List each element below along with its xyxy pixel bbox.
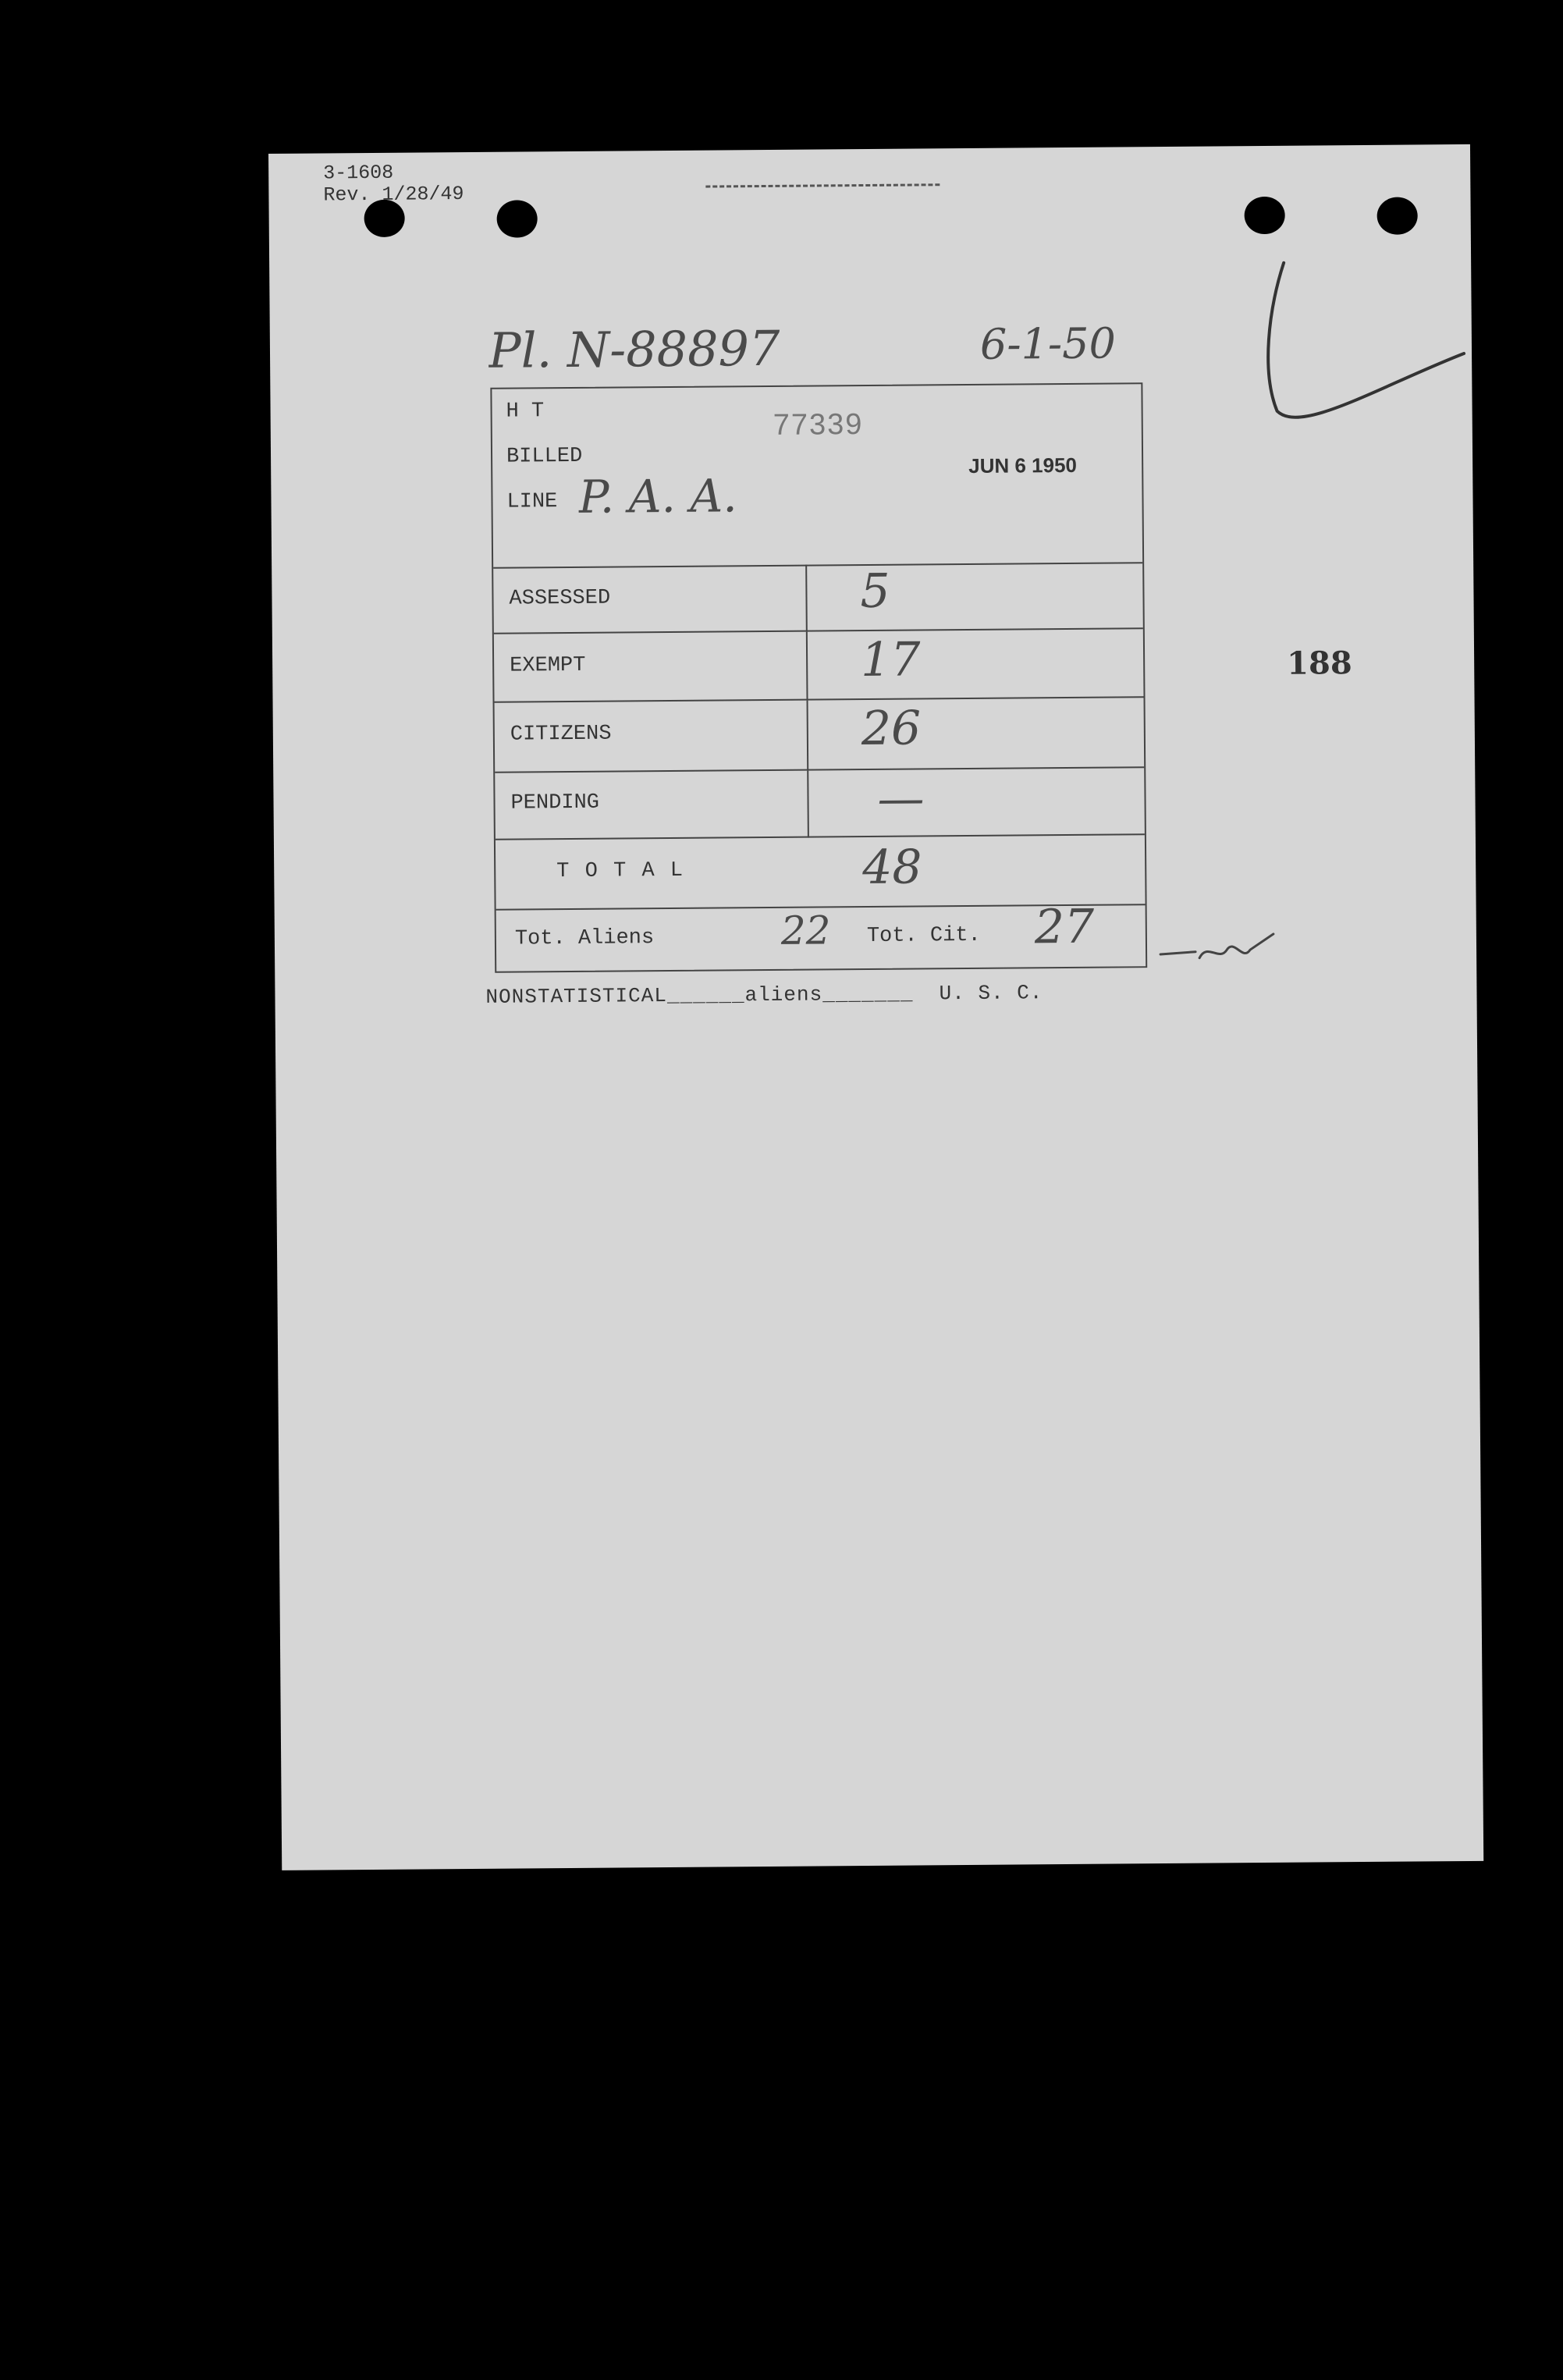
date-stamp: JUN 6 1950 <box>968 453 1078 478</box>
blank-field: ______ <box>666 983 745 1008</box>
row-totals <box>496 899 1146 972</box>
column-divider <box>807 701 809 771</box>
punch-hole <box>1377 197 1417 234</box>
total-label: T O T A L <box>556 858 685 884</box>
row-pending <box>495 768 1145 840</box>
handwritten-initials <box>1156 926 1281 974</box>
nonstatistical-line <box>485 981 1043 1009</box>
punch-hole <box>496 200 537 237</box>
nonstatistical-label: NONSTATISTICAL <box>485 984 668 1009</box>
column-divider <box>806 632 808 701</box>
handwritten-date: 6-1-50 <box>979 318 1117 369</box>
spacer <box>913 982 939 1005</box>
row-value: 26 <box>861 701 922 757</box>
row-exempt <box>494 629 1144 703</box>
row-assessed <box>493 562 1143 634</box>
row-value: — <box>877 771 925 826</box>
form-identifier <box>323 162 464 206</box>
column-divider <box>807 771 809 838</box>
column-divider <box>805 565 808 632</box>
serial-number: 77339 <box>773 408 864 442</box>
sheet-number: 188 <box>1286 645 1352 682</box>
dashed-mark <box>705 183 940 187</box>
manifest-summary-card <box>490 382 1147 973</box>
row-label: ASSESSED <box>509 586 611 611</box>
form-number: 3-1608 <box>323 161 394 185</box>
total-value: 48 <box>861 840 922 896</box>
row-label: PENDING <box>510 790 600 815</box>
total-aliens-value: 22 <box>780 908 831 954</box>
handwritten-reference: Pl. N-88897 <box>488 319 780 379</box>
total-citizens-value: 27 <box>1034 899 1095 955</box>
total-aliens-label: Tot. Aliens <box>514 926 655 951</box>
total-citizens-label: Tot. Cit. <box>866 923 981 949</box>
row-value: 5 <box>860 563 890 620</box>
handwritten-check-mark <box>1237 254 1472 442</box>
form-revision: Rev. 1/28/49 <box>323 183 464 207</box>
document-page <box>268 144 1483 1870</box>
aliens-label: aliens <box>744 982 823 1007</box>
row-value: 17 <box>860 632 921 688</box>
line-value: P. A. A. <box>578 469 737 524</box>
row-citizens <box>495 698 1145 773</box>
line-label: LINE <box>506 490 558 514</box>
punch-hole <box>1244 197 1284 234</box>
blank-field: _______ <box>822 982 914 1007</box>
billed-label: BILLED <box>506 444 583 469</box>
usc-label: U. S. C. <box>939 981 1043 1006</box>
row-label: CITIZENS <box>510 722 612 747</box>
card-header <box>492 384 1142 569</box>
ht-label: H T <box>506 400 545 424</box>
row-label: EXEMPT <box>510 653 586 678</box>
